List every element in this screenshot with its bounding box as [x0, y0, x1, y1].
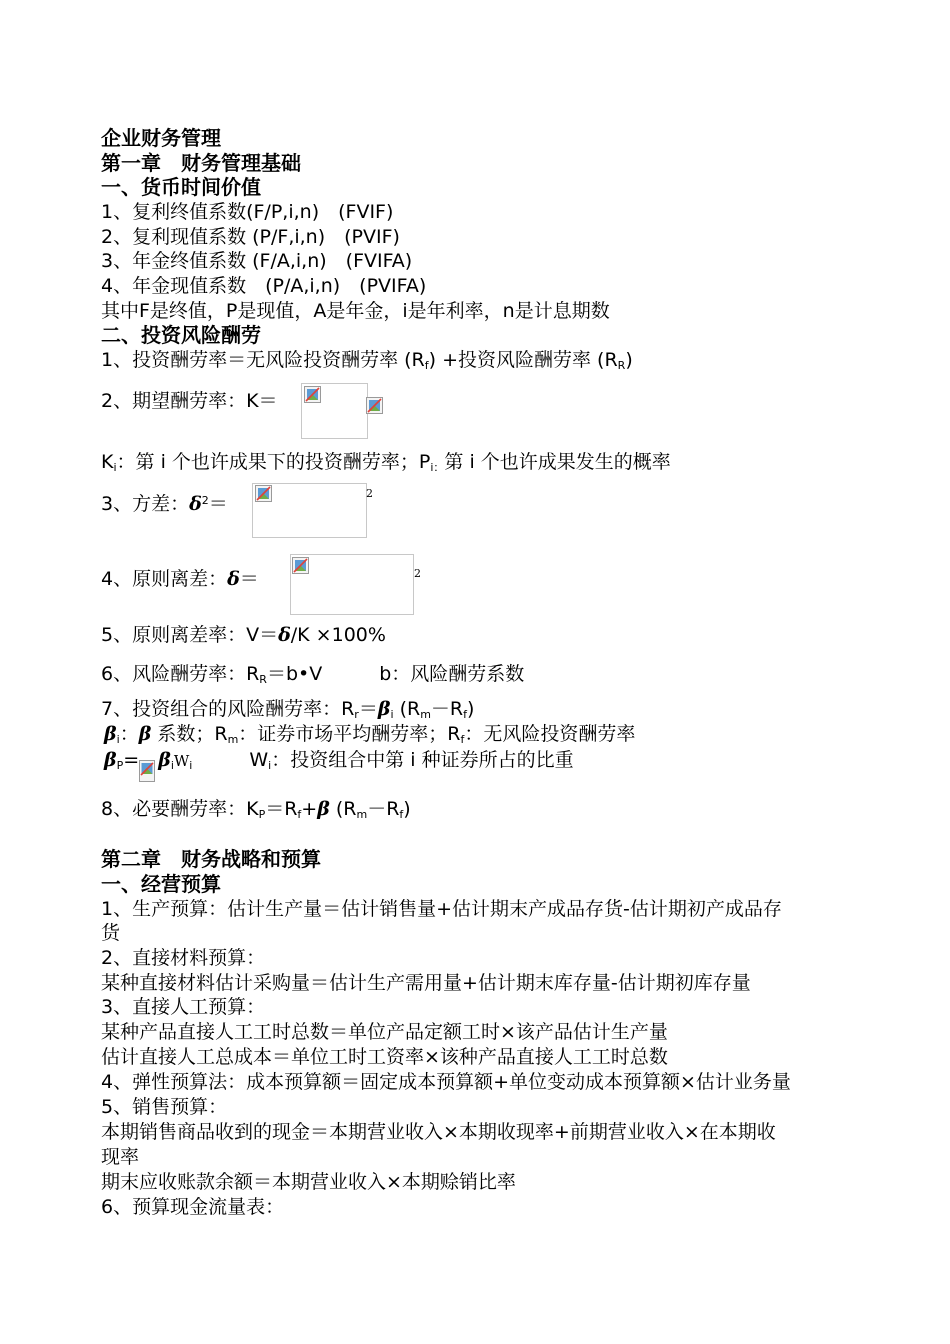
- text-line: 某种产品直接人工工时总数＝单位产品定额工时×该产品估计生产量: [101, 1021, 668, 1043]
- list-item: 1、复利终值系数(F/P,i,n) (FVIF): [101, 201, 394, 223]
- broken-image-icon: [139, 760, 155, 782]
- chapter-1-title: 第一章 财务管理基础: [101, 151, 301, 175]
- document-title: 企业财务管理: [101, 126, 221, 150]
- text-line: 3、直接人工预算：: [101, 996, 266, 1018]
- broken-image-icon: [292, 557, 309, 574]
- text-line: 1、生产预算：估计生产量＝估计销售量+估计期末产成品存货-估计期初产成品存: [101, 898, 782, 920]
- text-line: 2、直接材料预算：: [101, 947, 266, 969]
- variable-note: 其中F是终值，P是现值，A是年金，i是年利率，n是计息期数: [101, 300, 610, 322]
- list-item: 3、年金终值系数 (F/A,i,n) (FVIFA): [101, 250, 413, 272]
- text-line: 4、弹性预算法：成本预算额＝固定成本预算额+单位变动成本预算额×估计业务量: [101, 1071, 791, 1093]
- formula-coefficient-of-variation: 5、原则离差率：V＝δ/K ×100%: [101, 624, 386, 646]
- broken-image-icon: [366, 397, 383, 414]
- text-line: 估计直接人工总成本＝单位工时工资率×该种产品直接人工工时总数: [101, 1046, 668, 1068]
- chapter-2-title: 第二章 财务战略和预算: [101, 847, 321, 871]
- text-line: 某种直接材料估计采购量＝估计生产需用量+估计期末库存量-估计期初库存量: [101, 972, 751, 994]
- formula-expected-return: 2、期望酬劳率：K＝: [101, 390, 278, 412]
- text-line: 期末应收账款余额＝本期营业收入×本期赊销比率: [101, 1171, 516, 1193]
- list-item: 4、年金现值系数 (P/A,i,n) (PVIFA): [101, 275, 427, 297]
- ki-pi-definition: $K_i$：第 i 个也许成果下的投资酬劳率；$P_{i:}$第 i 个也许成果发生的概率: [101, 451, 671, 474]
- formula-variance: 3、方差：$\delta^2=$: [101, 493, 228, 515]
- text-line: 货: [101, 922, 121, 944]
- exponent-label: 2: [366, 487, 373, 500]
- formula-portfolio-risk-premium: 7、投资组合的风险酬劳率：$R_r=\beta_i$ $(R_m-R_f)$: [101, 698, 475, 721]
- text-line: 现率: [101, 1146, 140, 1168]
- section-risk-return-heading: 二、投资风险酬劳: [101, 323, 261, 347]
- list-item: 2、复利现值系数 (P/F,i,n) (PVIF): [101, 226, 400, 248]
- formula-investment-return: 1、投资酬劳率＝无风险投资酬劳率 $(R_f)$ +投资风险酬劳率 $(R_R)$: [101, 349, 633, 372]
- text-line: 5、销售预算：: [101, 1096, 228, 1118]
- portfolio-beta-formula: $\beta_P= \beta_iW_i$ $W_i$：投资组合中第 i 种证券所占的比重: [104, 749, 574, 772]
- formula-standard-deviation: 4、原则离差：δ＝: [101, 568, 259, 590]
- formula-required-return: 8、必要酬劳率：$K_P=R_f+\beta$ $(R_m-R_f)$: [101, 798, 411, 821]
- section-time-value-heading: 一、货币时间价值: [101, 175, 261, 199]
- text-line: 本期销售商品收到的现金＝本期营业收入×本期收现率+前期营业收入×在本期收: [101, 1121, 776, 1143]
- broken-image-icon: [304, 386, 321, 403]
- broken-image-icon: [255, 485, 272, 502]
- formula-risk-premium: 6、风险酬劳率：$R_R=b•V$ b：风险酬劳系数: [101, 663, 525, 686]
- exponent-label: 2: [414, 567, 421, 580]
- beta-definition: $\beta_i$：β 系数；$R_m$：证券市场平均酬劳率；$R_f$：无风险投资酬劳率: [104, 723, 636, 746]
- text-line: 6、预算现金流量表：: [101, 1196, 285, 1218]
- section-operating-budget-heading: 一、经营预算: [101, 872, 221, 896]
